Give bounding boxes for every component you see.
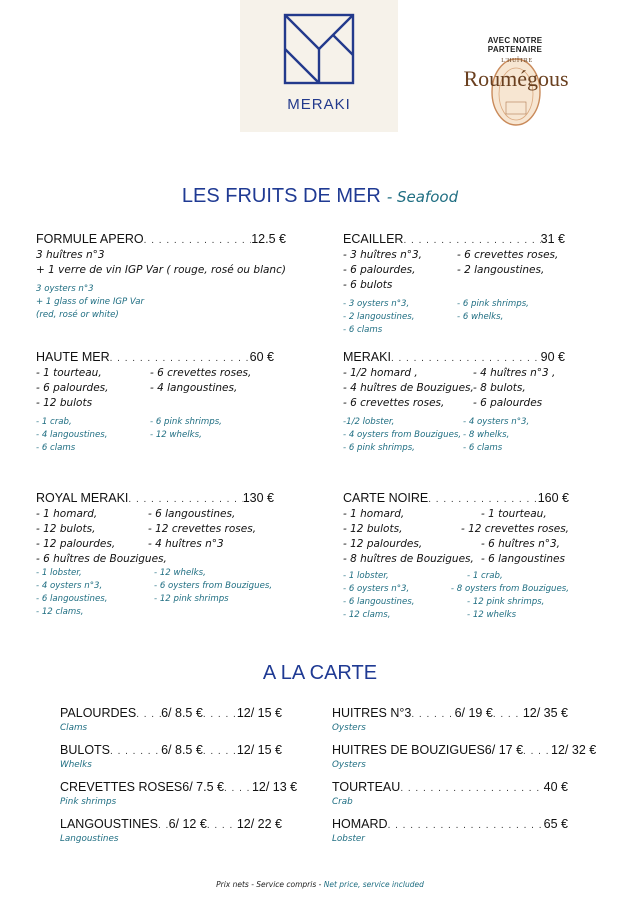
carte-item-english: Oysters <box>332 760 366 770</box>
french-row <box>343 522 569 537</box>
french-row <box>343 248 565 263</box>
partner-logo-small-text: L'HUÎTRE <box>501 58 533 64</box>
french-row <box>343 396 565 411</box>
english-item: - 4 langoustines, <box>36 430 108 440</box>
english-item: - 6 pink shrimps, <box>457 299 529 309</box>
dot-leader <box>400 783 543 794</box>
french-row <box>343 263 565 278</box>
menu-block-header <box>343 491 569 507</box>
english-item: - 6 clams <box>463 443 503 453</box>
menu-block-header <box>36 350 274 366</box>
menu-block-header <box>343 232 565 248</box>
french-item: - 6 crevettes roses, <box>150 367 252 379</box>
carte-item-name: LANGOUSTINES <box>60 817 158 831</box>
english-row <box>343 416 565 429</box>
menu-block-meraki <box>343 350 565 455</box>
french-item: - 4 huîtres n°3 , <box>473 367 556 379</box>
dot-leader: . . . . <box>223 783 251 794</box>
english-item: - 1 lobster, <box>343 571 389 581</box>
carte-item-english: Clams <box>60 723 88 733</box>
english-item: - 6 oysters n°3, <box>343 584 410 594</box>
dot-leader <box>110 353 250 364</box>
english-item: - 1 crab, <box>467 571 503 581</box>
french-item: - 6 palourdes <box>473 397 543 409</box>
english-item: - 6 clams <box>36 443 76 453</box>
english-row <box>343 609 569 622</box>
carte-item-price-6: 6/ 7.5 € <box>182 780 224 794</box>
footer-note <box>0 880 640 889</box>
menu-block-name: CARTE NOIRE <box>343 491 429 505</box>
carte-item-name: HUITRES N°3 <box>332 706 412 720</box>
english-row <box>343 442 565 455</box>
french-row <box>343 381 565 396</box>
english-item: - 6 clams <box>343 325 383 335</box>
menu-block-header <box>36 232 286 248</box>
logo-wordmark: MERAKI <box>287 96 351 113</box>
menu-block-price: 60 € <box>249 350 274 364</box>
french-item: - 2 langoustines, <box>457 264 545 276</box>
menu-block-name: HAUTE MER <box>36 350 110 364</box>
french-line: 3 huîtres n°3 <box>36 249 105 261</box>
english-item: - 2 langoustines, <box>343 312 415 322</box>
french-line: + 1 verre de vin IGP Var ( rouge, rosé ou blanc) <box>36 264 286 276</box>
carte-item-name: HUITRES DE BOUZIGUES <box>332 743 485 757</box>
french-row <box>36 381 274 396</box>
dot-leader <box>428 494 538 505</box>
carte-item-name: HOMARD <box>332 817 388 831</box>
partner-logo-name: Roumégous <box>463 66 569 91</box>
carte-item-price-12: 12/ 13 € <box>251 780 298 794</box>
english-item: - 12 pink shrimps <box>154 594 229 604</box>
menu-block-formule-apero <box>36 232 286 322</box>
english-row <box>36 429 274 442</box>
french-item: - 1/2 homard , <box>343 367 418 379</box>
carte-item-price-6: 6/ 19 € <box>454 706 493 720</box>
carte-item-name: BULOTS <box>60 743 111 757</box>
menu-block-name: MERAKI <box>343 350 391 364</box>
french-item: - 6 huîtres de Bouzigues, <box>36 553 167 565</box>
carte-item-price-6: 6/ 17 € <box>484 743 524 757</box>
french-item: - 6 langoustines, <box>148 508 236 520</box>
english-row <box>36 606 274 619</box>
carte-item-name: TOURTEAU <box>332 780 401 794</box>
dot-leader <box>403 235 540 246</box>
menu-block-price: 31 € <box>540 232 565 246</box>
french-row <box>36 507 274 522</box>
french-item: - 1 tourteau, <box>481 508 547 520</box>
carte-item-english: Langoustines <box>60 834 119 844</box>
dot-leader <box>391 353 541 364</box>
french-item: - 6 crevettes roses, <box>343 397 445 409</box>
carte-item-price-12: 12/ 35 € <box>522 706 568 720</box>
french-item: - 6 palourdes, <box>343 264 416 276</box>
french-item: - 4 huîtres n°3 <box>148 538 224 550</box>
french-item: - 12 crevettes roses, <box>148 523 257 535</box>
carte-item-price-6: 6/ 8.5 € <box>161 706 203 720</box>
french-row <box>343 552 569 567</box>
english-item: - 12 whelks, <box>150 430 202 440</box>
french-row <box>343 278 565 293</box>
dot-leader <box>110 746 161 757</box>
carte-item-price-12: 12/ 32 € <box>551 743 597 757</box>
carte-item-english: Pink shrimps <box>60 797 117 807</box>
menu-block-name: ECAILLER <box>343 232 404 246</box>
menu-block-ecailler <box>343 232 565 337</box>
menu-block-name: ROYAL MERAKI <box>36 491 129 505</box>
french-item: - 6 bulots <box>343 279 393 291</box>
meraki-logo <box>240 0 398 132</box>
french-item: - 8 bulots, <box>473 382 526 394</box>
menu-block-price: 130 € <box>242 491 274 505</box>
dot-leader: . . . . . <box>202 746 237 757</box>
carte-item-price-6: 6/ 8.5 € <box>161 743 203 757</box>
french-row <box>343 537 569 552</box>
carte-item <box>332 706 568 743</box>
french-row <box>36 366 274 381</box>
english-line: (red, rosé or white) <box>36 310 119 320</box>
english-row <box>343 429 565 442</box>
french-item: - 6 langoustines <box>481 553 565 565</box>
french-item: - 8 huîtres de Bouzigues, <box>343 553 474 565</box>
carte-item <box>332 817 568 854</box>
english-row <box>343 570 569 583</box>
menu-block-carte-noire <box>343 491 569 622</box>
english-item: - 6 oysters from Bouzigues, <box>154 581 273 591</box>
carte-item-name: CREVETTES ROSES <box>60 780 183 794</box>
carte-item-english: Crab <box>332 797 353 807</box>
menu-block-price: 160 € <box>537 491 569 505</box>
carte-item-name: PALOURDES <box>60 706 137 720</box>
french-row <box>36 537 274 552</box>
french-item: - 12 palourdes, <box>36 538 116 550</box>
english-item: -1/2 lobster, <box>343 417 395 427</box>
english-row <box>343 311 565 324</box>
english-item: - 12 clams, <box>343 610 391 620</box>
dot-leader: . . . . <box>206 820 234 831</box>
carte-item-price: 40 € <box>543 780 568 794</box>
french-item: - 12 palourdes, <box>343 538 423 550</box>
french-item: - 1 homard, <box>343 508 405 520</box>
english-line: + 1 glass of wine IGP Var <box>36 297 145 307</box>
french-item: - 4 huîtres de Bouzigues, <box>343 382 474 394</box>
seafood-title-fr: LES FRUITS DE MER <box>181 185 381 207</box>
dot-leader: . . . . . <box>202 709 237 720</box>
menu-block-header <box>343 350 565 366</box>
carte-right-column <box>332 706 597 854</box>
english-item: - 6 langoustines, <box>343 597 415 607</box>
english-row <box>36 567 274 580</box>
english-item: - 6 whelks, <box>457 312 504 322</box>
dot-leader: . . . . <box>523 746 550 757</box>
seafood-title-en: - Seafood <box>386 188 459 206</box>
french-row <box>36 552 274 567</box>
english-item: - 6 pink shrimps, <box>343 443 415 453</box>
carte-item-price-12: 12/ 15 € <box>236 706 282 720</box>
english-item: - 8 whelks, <box>463 430 510 440</box>
french-item: - 6 palourdes, <box>36 382 109 394</box>
footer-fr: Prix nets - Service compris - <box>216 880 324 889</box>
english-item: - 12 whelks, <box>154 568 206 578</box>
carte-item-english: Whelks <box>60 760 92 770</box>
french-item: - 4 langoustines, <box>150 382 238 394</box>
menu-block-name: FORMULE APERO <box>36 232 144 246</box>
carte-item <box>60 743 282 780</box>
english-row <box>36 416 274 429</box>
french-item: - 1 tourteau, <box>36 367 102 379</box>
carte-item <box>60 780 298 817</box>
a-la-carte-section-title: A LA CARTE <box>262 662 378 684</box>
french-item: - 12 bulots, <box>36 523 96 535</box>
menu-block-header <box>36 491 274 507</box>
english-item: - 6 langoustines, <box>36 594 108 604</box>
english-item: - 4 oysters from Bouzigues, <box>343 430 462 440</box>
partner-caption: AVEC NOTRE PARTENAIRE <box>487 36 543 54</box>
english-row <box>36 442 274 455</box>
menu-block-haute-mer <box>36 350 274 455</box>
french-row <box>343 366 565 381</box>
dot-leader <box>128 494 242 505</box>
carte-left-column <box>60 706 298 854</box>
english-item: - 4 oysters n°3, <box>36 581 103 591</box>
menu-block-price: 12.5 € <box>251 232 286 246</box>
carte-item-english: Oysters <box>332 723 366 733</box>
menu-block-royal-meraki <box>36 491 274 619</box>
carte-item-english: Lobster <box>332 834 365 844</box>
english-row <box>36 580 274 593</box>
footer-en: Net price, service included <box>323 880 424 889</box>
french-row <box>343 507 569 522</box>
english-item: - 12 clams, <box>36 607 84 617</box>
dot-leader <box>388 820 544 831</box>
meraki-logo-mark-icon <box>282 12 356 90</box>
english-row <box>343 583 569 596</box>
english-item: - 3 oysters n°3, <box>343 299 410 309</box>
french-item: - 3 huîtres n°3, <box>343 249 422 261</box>
dot-leader <box>411 709 454 720</box>
english-row <box>343 596 569 609</box>
carte-item <box>60 817 282 854</box>
carte-item-price-12: 12/ 15 € <box>236 743 282 757</box>
carte-item <box>332 743 597 780</box>
menu-block-price: 90 € <box>540 350 565 364</box>
dot-leader <box>158 820 169 831</box>
carte-item <box>60 706 282 743</box>
carte-item-price-12: 12/ 22 € <box>236 817 282 831</box>
dot-leader <box>136 709 161 720</box>
french-item: - 1 homard, <box>36 508 98 520</box>
english-item: - 8 oysters from Bouzigues, <box>450 584 569 594</box>
french-item: - 6 crevettes roses, <box>457 249 559 261</box>
english-row <box>343 298 565 311</box>
seafood-section-title <box>0 185 640 208</box>
english-item: - 6 pink shrimps, <box>150 417 222 427</box>
dot-leader <box>144 235 252 246</box>
english-item: - 1 crab, <box>36 417 72 427</box>
english-item: - 12 whelks <box>467 610 517 620</box>
french-row <box>36 396 274 411</box>
english-row <box>343 324 565 337</box>
french-item: - 12 crevettes roses, <box>460 523 569 535</box>
french-item: - 6 huîtres n°3, <box>481 538 560 550</box>
french-item: - 12 bulots, <box>343 523 403 535</box>
carte-item-price-6: 6/ 12 € <box>168 817 207 831</box>
french-item: - 12 bulots <box>36 397 93 409</box>
english-item: - 1 lobster, <box>36 568 82 578</box>
carte-item-price: 65 € <box>543 817 568 831</box>
french-row <box>36 522 274 537</box>
english-item: - 12 pink shrimps, <box>467 597 545 607</box>
english-line: 3 oysters n°3 <box>36 284 94 294</box>
dot-leader: . . . . <box>492 709 520 720</box>
english-item: - 4 oysters n°3, <box>463 417 530 427</box>
english-row <box>36 593 274 606</box>
carte-item <box>332 780 568 817</box>
